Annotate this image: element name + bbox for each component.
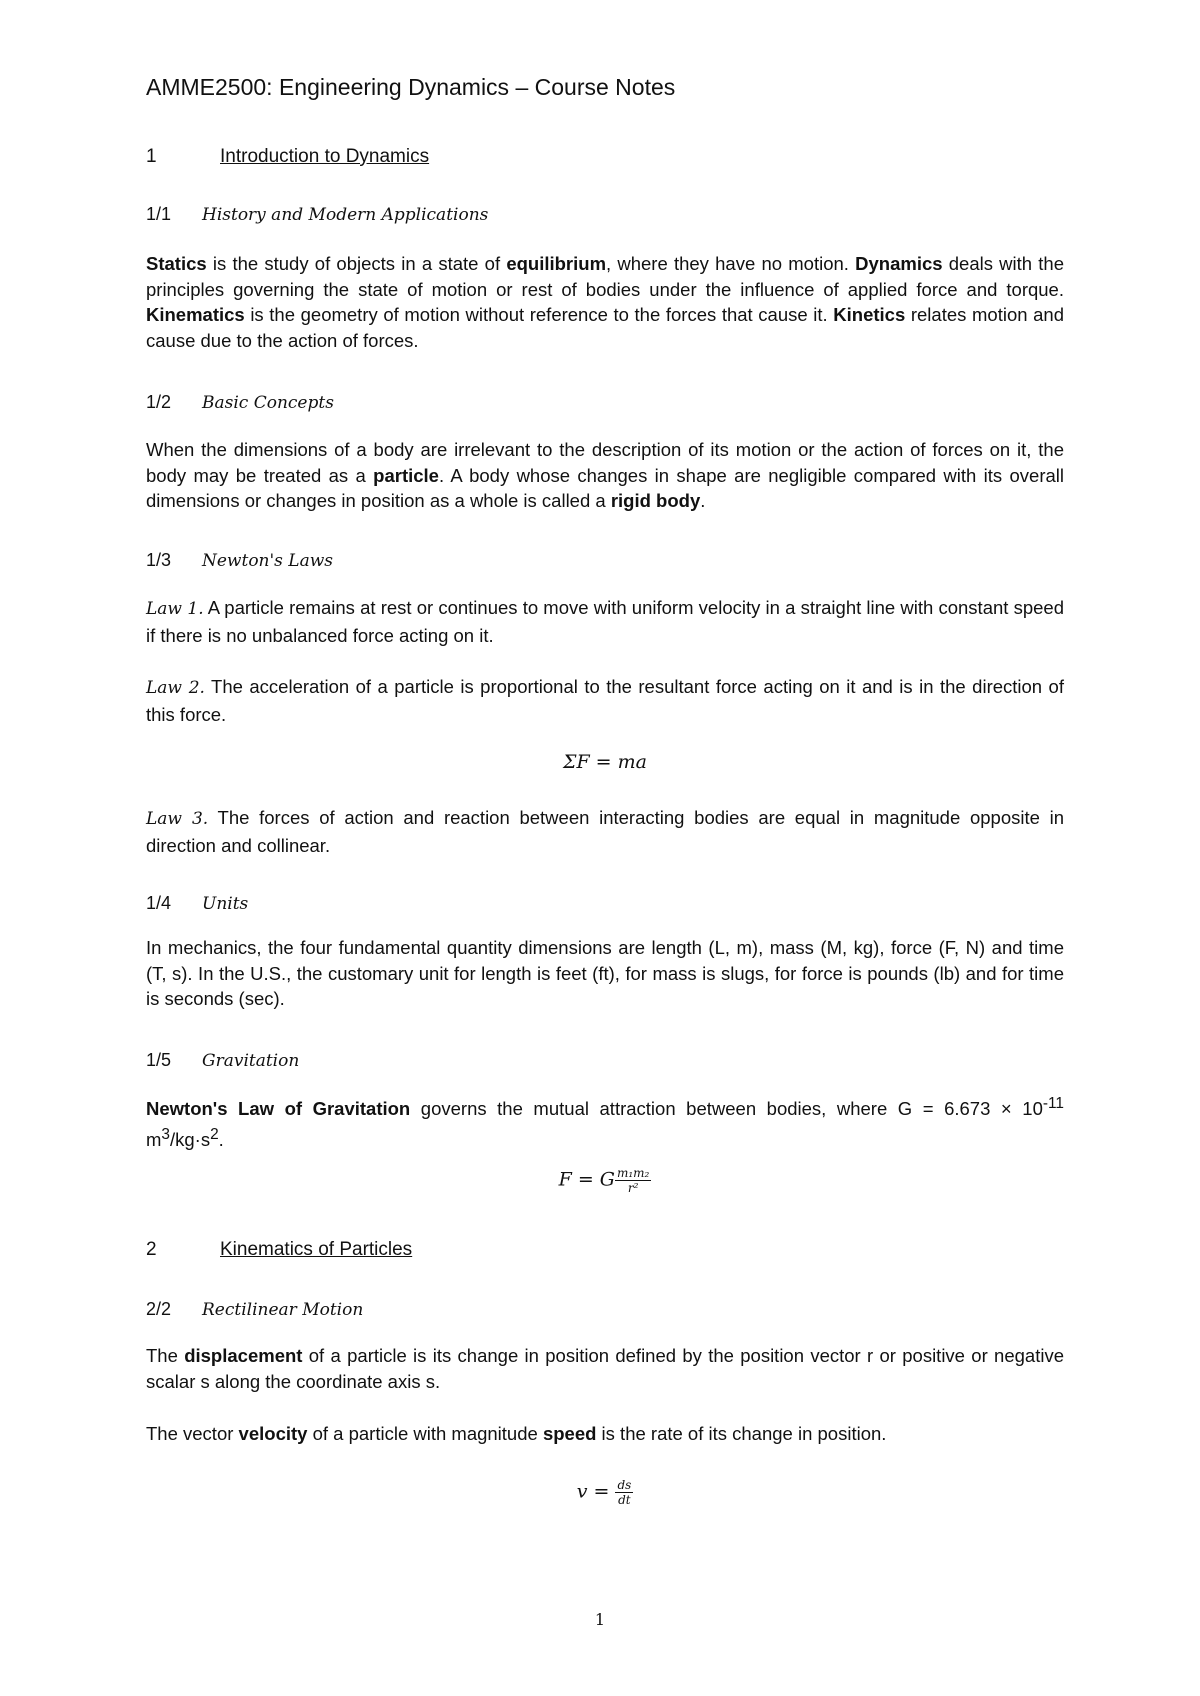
law-label: Law 1. — [146, 599, 204, 619]
subsection-number: 1/5 — [146, 1050, 172, 1070]
term-speed: speed — [542, 1423, 597, 1444]
term-velocity: velocity — [238, 1423, 308, 1444]
paragraph-units: In mechanics, the four fundamental quantity dimensions are length (L, m), mass (M, kg), force (F, N) and time (T, s). In the U.S., the customary unit for length is feet (ft), for mass is slugs, for force is pounds (lb) and for time is seconds (sec). — [146, 937, 1064, 1009]
section-heading-1 — [146, 146, 429, 168]
denominator: dt — [618, 1493, 631, 1507]
text: . — [218, 1128, 224, 1150]
subsection-title: Units — [202, 894, 249, 914]
paragraph-basic-concepts — [146, 437, 1064, 514]
equation-lhs: F = G — [558, 1168, 615, 1191]
text: is the rate of its change in position. — [596, 1423, 887, 1444]
paragraph-gravitation — [146, 1091, 1064, 1152]
text: The — [146, 1345, 185, 1366]
paragraph-law-2 — [146, 674, 1064, 727]
document-title: AMME2500: Engineering Dynamics – Course Notes — [146, 74, 676, 100]
term-rigid-body: rigid body — [610, 490, 701, 511]
subsection-title: Basic Concepts — [202, 393, 334, 413]
term-statics: Statics — [146, 253, 207, 274]
text: governs the mutual attraction between bodies, where G = 6.673 × 10 — [410, 1098, 1043, 1120]
subsection-heading-1-5 — [146, 1050, 299, 1071]
text: m — [146, 1128, 162, 1150]
text: . A body whose changes in shape are negligible compared with its overall dimensions or changes in position as a whole is called a — [146, 464, 1064, 511]
text: When the dimensions of a body are irrelevant to the description of its motion or the action of forces on it, the body may be treated as a — [146, 439, 1064, 486]
section-title: Kinematics of Particles — [220, 1239, 413, 1260]
subsection-title: History and Modern Applications — [202, 205, 489, 225]
subsection-number: 1/1 — [146, 204, 172, 224]
term-displacement: displacement — [184, 1345, 303, 1366]
subsection-heading-1-2 — [146, 392, 334, 413]
text: , where they have no motion. — [606, 253, 856, 274]
page-number: 1 — [594, 1610, 606, 1629]
paragraph-statics — [146, 251, 1064, 353]
term-kinetics: Kinetics — [833, 304, 906, 325]
text: of a particle is its change in position defined by the position vector r or positive or negative scalar s along the coordinate axis s. — [146, 1345, 1064, 1392]
section-title: Introduction to Dynamics — [220, 146, 430, 167]
subsection-heading-1-1 — [146, 204, 488, 225]
section-heading-2 — [146, 1239, 412, 1261]
text: is the geometry of motion without reference to the forces that cause it. — [244, 304, 834, 325]
denominator: r² — [627, 1181, 639, 1195]
law-text: The forces of action and reaction between interacting bodies are equal in magnitude opposite in direction and collinear. — [146, 807, 1065, 856]
equation-gravitation — [146, 1166, 1064, 1195]
subsection-number: 1/3 — [146, 550, 172, 570]
section-number: 2 — [146, 1239, 157, 1260]
paragraph-law-3 — [146, 805, 1064, 858]
subsection-number: 1/4 — [146, 893, 172, 913]
text: /kg·s — [170, 1128, 211, 1150]
fraction — [615, 1478, 633, 1507]
subsection-heading-1-4 — [146, 893, 248, 914]
term-equilibrium: equilibrium — [506, 253, 607, 274]
term-kinematics: Kinematics — [146, 304, 245, 325]
subsection-title: Gravitation — [202, 1051, 300, 1071]
text: . — [700, 490, 706, 511]
subsection-number: 2/2 — [146, 1299, 172, 1319]
numerator: m₁m₂ — [616, 1166, 650, 1180]
term-dynamics: Dynamics — [855, 253, 943, 274]
equation-lhs: v = — [576, 1480, 610, 1503]
section-number: 1 — [146, 146, 157, 167]
term-law-of-gravitation: Newton's Law of Gravitation — [146, 1098, 411, 1120]
paragraph-velocity — [146, 1421, 1064, 1447]
text: of a particle with magnitude — [307, 1423, 543, 1444]
fraction — [615, 1166, 651, 1195]
text: The vector — [146, 1423, 239, 1444]
paragraph-displacement — [146, 1343, 1064, 1394]
numerator: ds — [617, 1478, 632, 1492]
subsection-heading-1-3 — [146, 550, 333, 571]
exponent: -11 — [1042, 1095, 1064, 1112]
law-text: A particle remains at rest or continues to move with uniform velocity in a straight line with constant speed if there is no unbalanced force acting on it. — [146, 597, 1064, 646]
subsection-number: 1/2 — [146, 392, 172, 412]
subsection-heading-2-2 — [146, 1299, 363, 1320]
law-label: Law 3. — [146, 809, 209, 829]
subsection-title: Rectilinear Motion — [202, 1300, 364, 1320]
law-text: The acceleration of a particle is proportional to the resultant force acting on it and is in the direction of this force. — [146, 676, 1064, 725]
text: is the study of objects in a state of — [206, 253, 507, 274]
law-label: Law 2. — [146, 678, 205, 698]
equation-newton-second-law: ΣF = ma — [563, 751, 647, 773]
equation-velocity — [146, 1478, 1064, 1507]
exponent: 3 — [161, 1125, 170, 1143]
text: deals with the principles governing the state of motion or rest of bodies under the influence of applied force and torque. — [146, 253, 1064, 300]
term-particle: particle — [373, 464, 439, 486]
paragraph-law-1 — [146, 595, 1064, 648]
exponent: 2 — [210, 1125, 219, 1143]
subsection-title: Newton's Laws — [202, 551, 334, 571]
text: relates motion and cause due to the action of forces. — [146, 304, 1064, 351]
